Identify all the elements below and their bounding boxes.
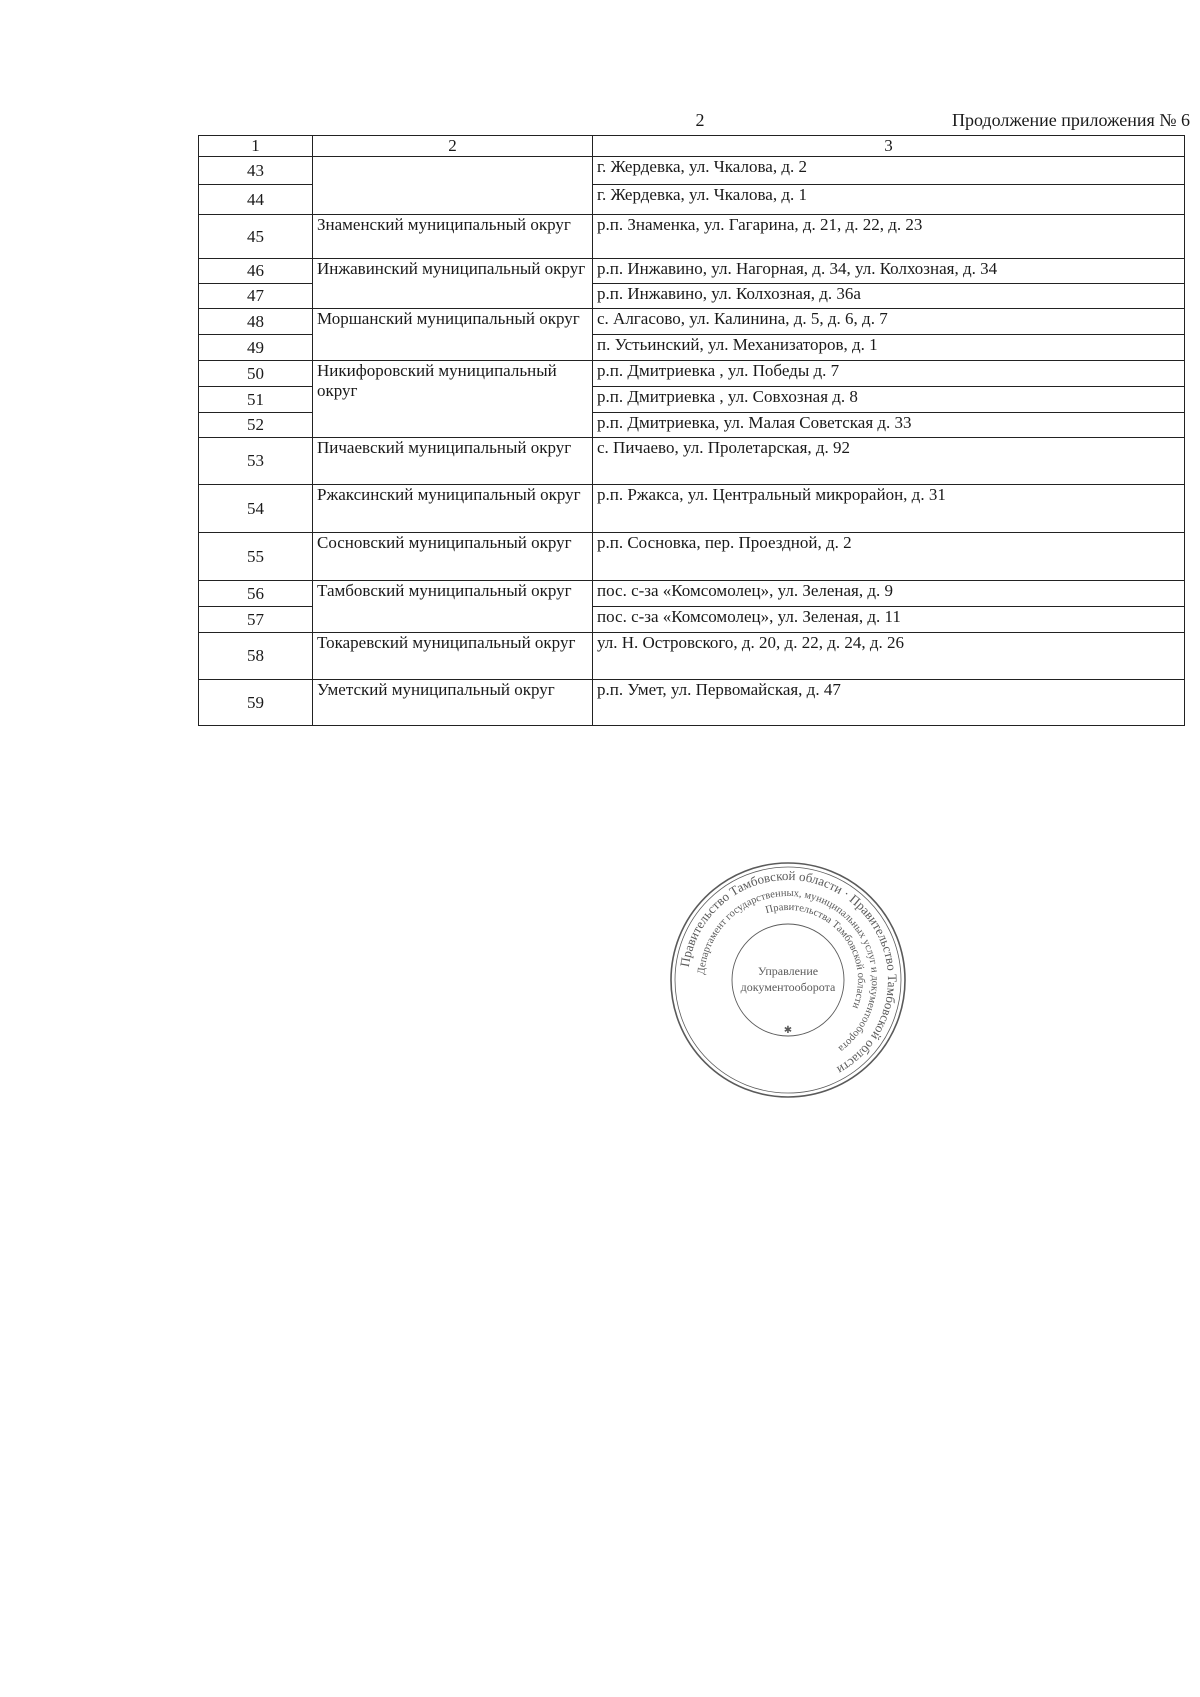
table-row xyxy=(199,581,1185,607)
table-row xyxy=(199,309,1185,335)
table-row xyxy=(199,361,1185,387)
addresses-table xyxy=(198,135,1185,726)
seal-middle-text: Департамент государственных, муниципальных услуг и документооборота xyxy=(696,887,881,1054)
address-cell: р.п. Сосновка, пер. Проездной, д. 2 xyxy=(593,533,1185,581)
address-cell: с. Алгасово, ул. Калинина, д. 5, д. 6, д. 7 xyxy=(593,309,1185,335)
seal-inner-text: Правительства Тамбовской области xyxy=(764,901,867,1011)
row-number: 56 xyxy=(199,581,313,607)
address-cell: пос. с-за «Комсомолец», ул. Зеленая, д. 9 xyxy=(593,581,1185,607)
district-cell: Знаменский муниципальный округ xyxy=(313,215,593,259)
district-cell: Инжавинский муниципальный округ xyxy=(313,259,593,309)
seal-graphic xyxy=(668,860,908,1100)
district-cell: Ржаксинский муниципальный округ xyxy=(313,485,593,533)
table-header-row xyxy=(199,136,1185,157)
table-row xyxy=(199,157,1185,185)
district-cell: Уметский муниципальный округ xyxy=(313,680,593,726)
table-row xyxy=(199,259,1185,284)
address-cell: с. Пичаево, ул. Пролетарская, д. 92 xyxy=(593,438,1185,485)
table-row xyxy=(199,533,1185,581)
seal-center-line2: документооборота xyxy=(740,980,836,994)
table-row xyxy=(199,633,1185,680)
district-cell: Токаревский муниципальный округ xyxy=(313,633,593,680)
address-cell: р.п. Умет, ул. Первомайская, д. 47 xyxy=(593,680,1185,726)
district-cell: Никифоровский муниципальный округ xyxy=(313,361,593,438)
row-number: 57 xyxy=(199,607,313,633)
row-number: 52 xyxy=(199,413,313,438)
table-row xyxy=(199,438,1185,485)
continuation-label: Продолжение приложения № 6 xyxy=(951,110,1190,130)
table-row xyxy=(199,680,1185,726)
column-header: 3 xyxy=(593,136,1185,157)
district-cell: Моршанский муниципальный округ xyxy=(313,309,593,361)
column-header: 1 xyxy=(199,136,313,157)
row-number: 51 xyxy=(199,387,313,413)
row-number: 55 xyxy=(199,533,313,581)
row-number: 48 xyxy=(199,309,313,335)
address-cell: р.п. Знаменка, ул. Гагарина, д. 21, д. 22, д. 23 xyxy=(593,215,1185,259)
seal-center-line1: Управление xyxy=(757,964,819,978)
address-cell: р.п. Инжавино, ул. Нагорная, д. 34, ул. Колхозная, д. 34 xyxy=(593,259,1185,284)
table-row xyxy=(199,485,1185,533)
address-cell: р.п. Дмитриевка, ул. Малая Советская д. 33 xyxy=(593,413,1185,438)
row-number: 43 xyxy=(199,157,313,185)
table-row xyxy=(199,215,1185,259)
district-cell: Пичаевский муниципальный округ xyxy=(313,438,593,485)
seal-outer-text: Правительство Тамбовской области · Правительство Тамбовской области xyxy=(676,867,901,1079)
address-cell: р.п. Дмитриевка , ул. Совхозная д. 8 xyxy=(593,387,1185,413)
row-number: 58 xyxy=(199,633,313,680)
row-number: 49 xyxy=(199,335,313,361)
row-number: 45 xyxy=(199,215,313,259)
row-number: 50 xyxy=(199,361,313,387)
row-number: 59 xyxy=(199,680,313,726)
seal-star-icon: ✱ xyxy=(783,1025,793,1036)
district-cell: Тамбовский муниципальный округ xyxy=(313,581,593,633)
official-seal xyxy=(668,860,908,1100)
address-cell: г. Жердевка, ул. Чкалова, д. 1 xyxy=(593,185,1185,215)
address-cell: р.п. Дмитриевка , ул. Победы д. 7 xyxy=(593,361,1185,387)
row-number: 47 xyxy=(199,284,313,309)
address-cell: г. Жердевка, ул. Чкалова, д. 2 xyxy=(593,157,1185,185)
address-cell: ул. Н. Островского, д. 20, д. 22, д. 24, д. 26 xyxy=(593,633,1185,680)
page-number: 2 xyxy=(695,110,705,130)
column-header: 2 xyxy=(313,136,593,157)
row-number: 46 xyxy=(199,259,313,284)
address-cell: р.п. Инжавино, ул. Колхозная, д. 36а xyxy=(593,284,1185,309)
district-cell: Сосновский муниципальный округ xyxy=(313,533,593,581)
address-cell: п. Устьинский, ул. Механизаторов, д. 1 xyxy=(593,335,1185,361)
row-number: 53 xyxy=(199,438,313,485)
address-cell: р.п. Ржакса, ул. Центральный микрорайон, д. 31 xyxy=(593,485,1185,533)
row-number: 44 xyxy=(199,185,313,215)
row-number: 54 xyxy=(199,485,313,533)
address-cell: пос. с-за «Комсомолец», ул. Зеленая, д. 11 xyxy=(593,607,1185,633)
district-cell xyxy=(313,157,593,215)
